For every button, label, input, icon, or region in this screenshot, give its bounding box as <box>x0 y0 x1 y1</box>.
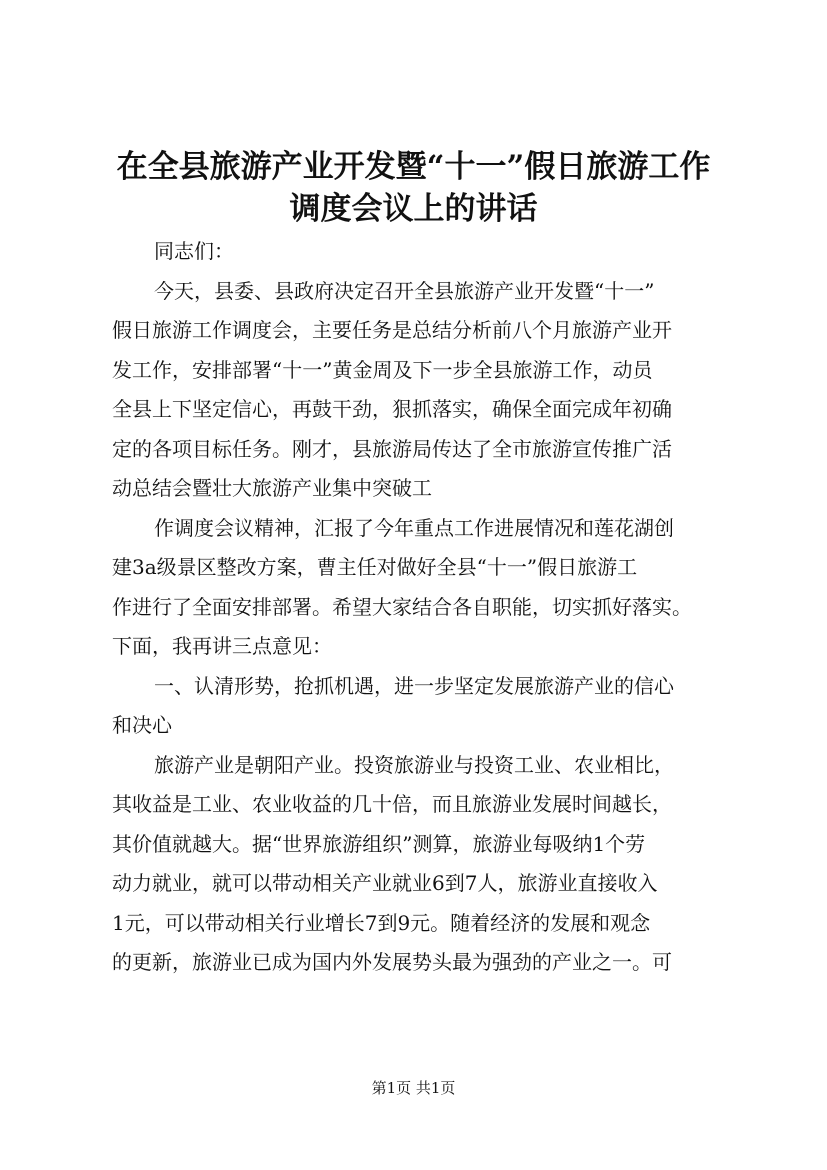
body-line: 的更新，旅游业已成为国内外发展势头最为强劲的产业之一。可 <box>112 950 672 974</box>
body-line: 假日旅游工作调度会，主要任务是总结分析前八个月旅游产业开 <box>112 318 672 342</box>
body-line: 下面，我再讲三点意见： <box>112 634 332 658</box>
body-line: 作进行了全面安排部署。希望大家结合各自职能，切实抓好落实。 <box>112 594 692 619</box>
body-line: 旅游产业是朝阳产业。投资旅游业与投资工业、农业相比， <box>154 752 674 777</box>
body-line: 其价值就越大。据“世界旅游组织”测算，旅游业每吸纳1个劳 <box>112 831 646 856</box>
title-line-2: 调度会议上的讲话 <box>289 191 538 227</box>
body-line: 一、认清形势，抢抓机遇，进一步坚定发展旅游产业的信心 <box>154 673 674 698</box>
body-line: 今天，县委、县政府决定召开全县旅游产业开发暨“十一” <box>154 278 655 303</box>
body-line: 发工作，安排部署“十一”黄金周及下一步全县旅游工作，动员 <box>112 357 653 382</box>
body-line: 1元，可以带动相关行业增长7到9元。随着经济的发展和观念 <box>112 910 651 935</box>
page-footer: 第1页 共1页 <box>371 1079 456 1097</box>
body-line: 动力就业，就可以带动相关产业就业6到7人，旅游业直接收入 <box>112 871 658 895</box>
body-line: 同志们： <box>154 239 234 263</box>
title-line-1: 在全县旅游产业开发暨“十一”假日旅游工作 <box>116 149 711 185</box>
body-line: 作调度会议精神，汇报了今年重点工作进展情况和莲花湖创 <box>154 515 674 540</box>
body-line: 全县上下坚定信心，再鼓干劲，狠抓落实，确保全面完成年初确 <box>112 397 672 421</box>
body-line: 定的各项目标任务。刚才，县旅游局传达了全市旅游宣传推广活 <box>112 436 672 461</box>
body-line: 建3a级景区整改方案，曹主任对做好全县“十一”假日旅游工 <box>112 555 638 579</box>
document-body <box>112 232 722 983</box>
document-title <box>80 146 747 230</box>
body-line: 动总结会暨壮大旅游产业集中突破工 <box>112 476 432 500</box>
body-line: 其收益是工业、农业收益的几十倍，而且旅游业发展时间越长， <box>112 792 672 816</box>
body-line: 和决心 <box>112 713 172 737</box>
